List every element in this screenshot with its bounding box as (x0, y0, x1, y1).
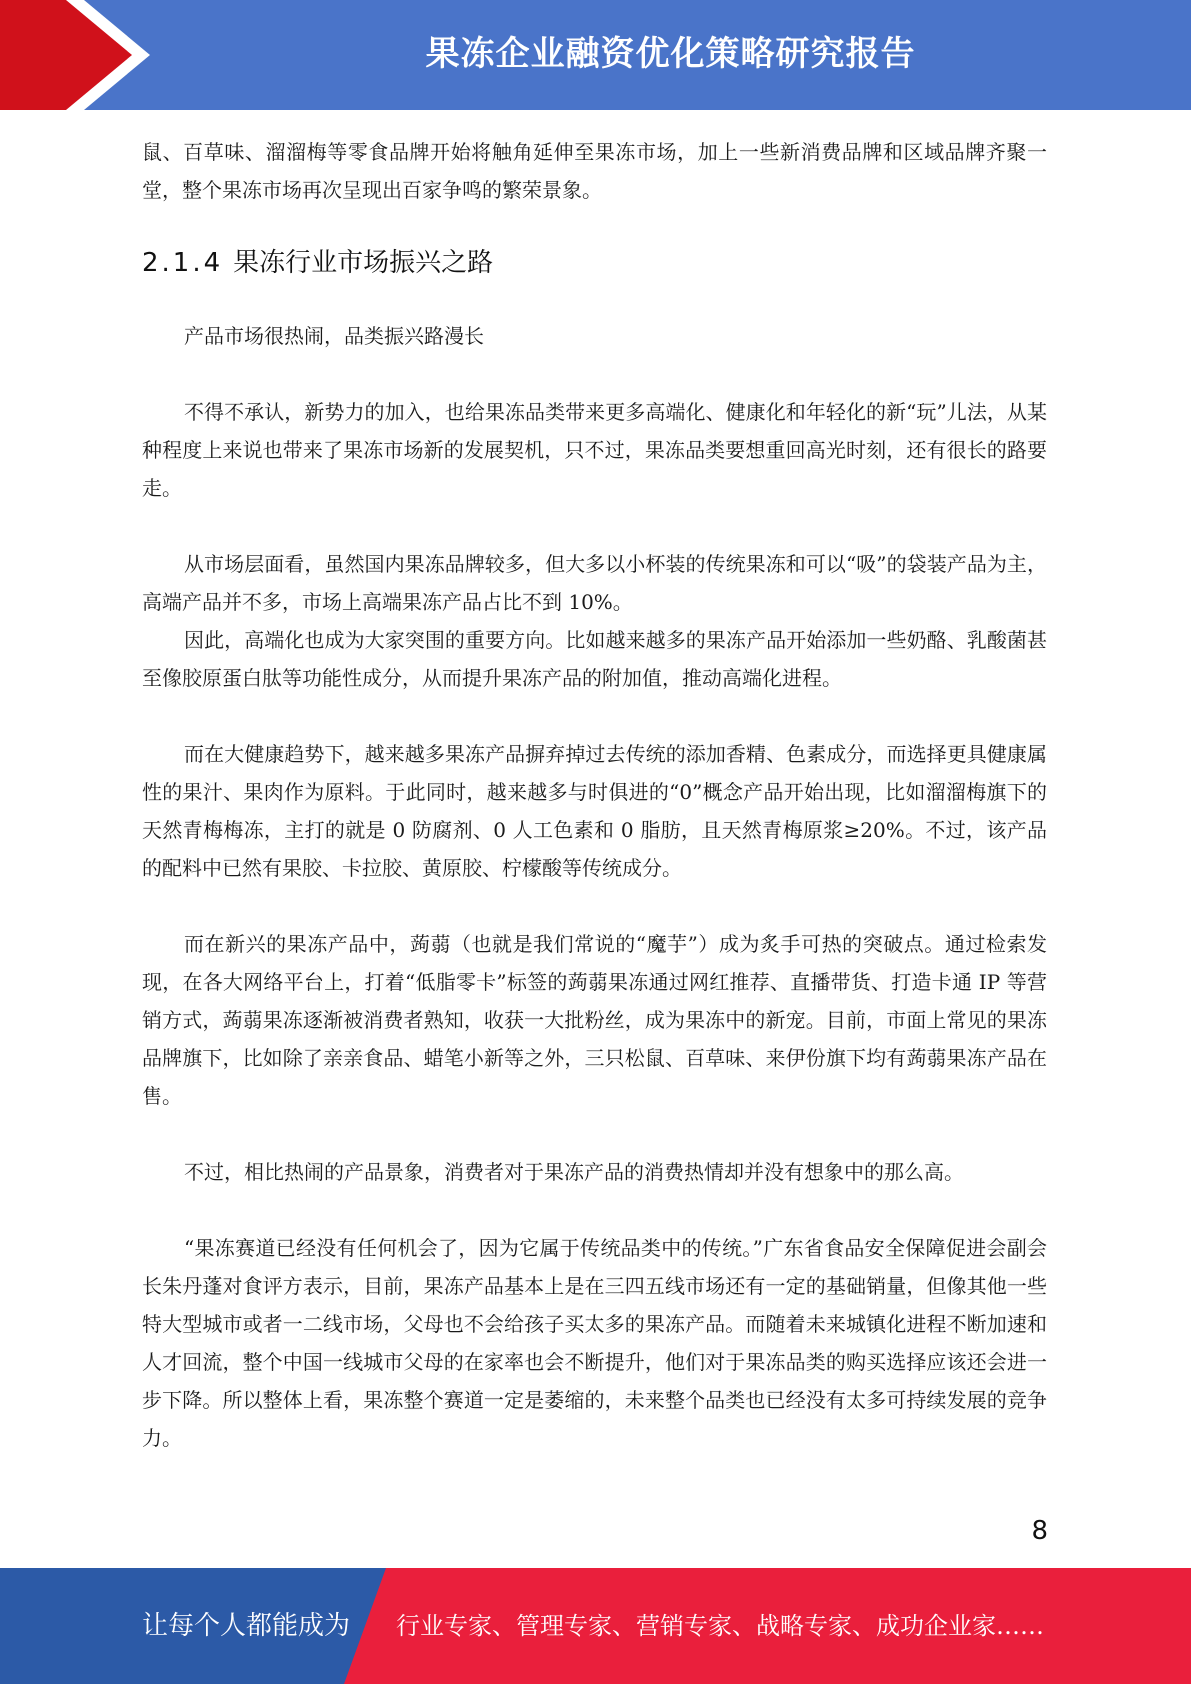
page-number: 8 (1031, 1516, 1048, 1546)
section-heading (142, 243, 1047, 283)
paragraph: 不得不承认，新势力的加入，也给果冻品类带来更多高端化、健康化和年轻化的新“玩”儿法，从某种程度上来说也带来了果冻市场新的发展契机，只不过，果冻品类要想重回高光时刻，还有很长的路要走。 (142, 400, 1047, 500)
paragraph-subheading: 产品市场很热闹，品类振兴路漫长 (184, 324, 484, 348)
section-number: 2.1.4 (142, 248, 224, 278)
paragraph: 而在新兴的果冻产品中，蒟蒻（也就是我们常说的“魔芋”）成为炙手可热的突破点。通过检索发现，在各大网络平台上，打着“低脂零卡”标签的蒟蒻果冻通过网红推荐、直播带货、打造卡通 IP 等营销方式，蒟蒻果冻逐渐被消费者熟知，收获一大批粉丝，成为果冻中的新宠。目前，市面上常见的果冻品牌旗下，比如除了亲亲食品、蜡笔小新等之外，三只松鼠、百草味、来伊份旗下均有蒟蒻果冻产品在售。 (142, 932, 1047, 1108)
paragraph-continuation: 鼠、百草味、溜溜梅等零食品牌开始将触角延伸至果冻市场，加上一些新消费品牌和区域品牌齐聚一堂，整个果冻市场再次呈现出百家争鸣的繁荣景象。 (142, 140, 1047, 202)
report-title: 果冻企业融资优化策略研究报告 (425, 34, 916, 74)
document-body (142, 133, 1047, 1457)
footer-slogan-right: 行业专家、管理专家、营销专家、战略专家、成功企业家…… (396, 1612, 1044, 1640)
paragraph: 从市场层面看，虽然国内果冻品牌较多，但大多以小杯装的传统果冻和可以“吸”的袋装产品为主，高端产品并不多，市场上高端果冻产品占比不到 10%。 (142, 552, 1047, 614)
footer-banner (0, 1568, 1191, 1684)
red-chevron-icon (0, 0, 140, 110)
paragraph: “果冻赛道已经没有任何机会了，因为它属于传统品类中的传统。”广东省食品安全保障促进会副会长朱丹蓬对食评方表示，目前，果冻产品基本上是在三四五线市场还有一定的基础销量，但像其他一些特大型城市或者一二线市场，父母也不会给孩子买太多的果冻产品。而随着未来城镇化进程不断加速和人才回流，整个中国一线城市父母的在家率也会不断提升，他们对于果冻品类的购买选择应该还会进一步下降。所以整体上看，果冻整个赛道一定是萎缩的，未来整个品类也已经没有太多可持续发展的竞争力。 (142, 1236, 1047, 1450)
paragraph: 因此，高端化也成为大家突围的重要方向。比如越来越多的果冻产品开始添加一些奶酪、乳酸菌甚至像胶原蛋白肽等功能性成分，从而提升果冻产品的附加值，推动高端化进程。 (142, 628, 1047, 690)
paragraph: 不过，相比热闹的产品景象，消费者对于果冻产品的消费热情却并没有想象中的那么高。 (184, 1160, 964, 1184)
section-title: 果冻行业市场振兴之路 (233, 248, 494, 278)
footer-slogan-left: 让每个人都能成为 (142, 1611, 351, 1641)
header-banner (0, 0, 1191, 110)
paragraph: 而在大健康趋势下，越来越多果冻产品摒弃掉过去传统的添加香精、色素成分，而选择更具健康属性的果汁、果肉作为原料。于此同时，越来越多与时俱进的“0”概念产品开始出现，比如溜溜梅旗下的天然青梅梅冻，主打的就是 0 防腐剂、0 人工色素和 0 脂肪，且天然青梅原浆≥20%。不过，该产品的配料中已然有果胶、卡拉胶、黄原胶、柠檬酸等传统成分。 (142, 742, 1047, 880)
